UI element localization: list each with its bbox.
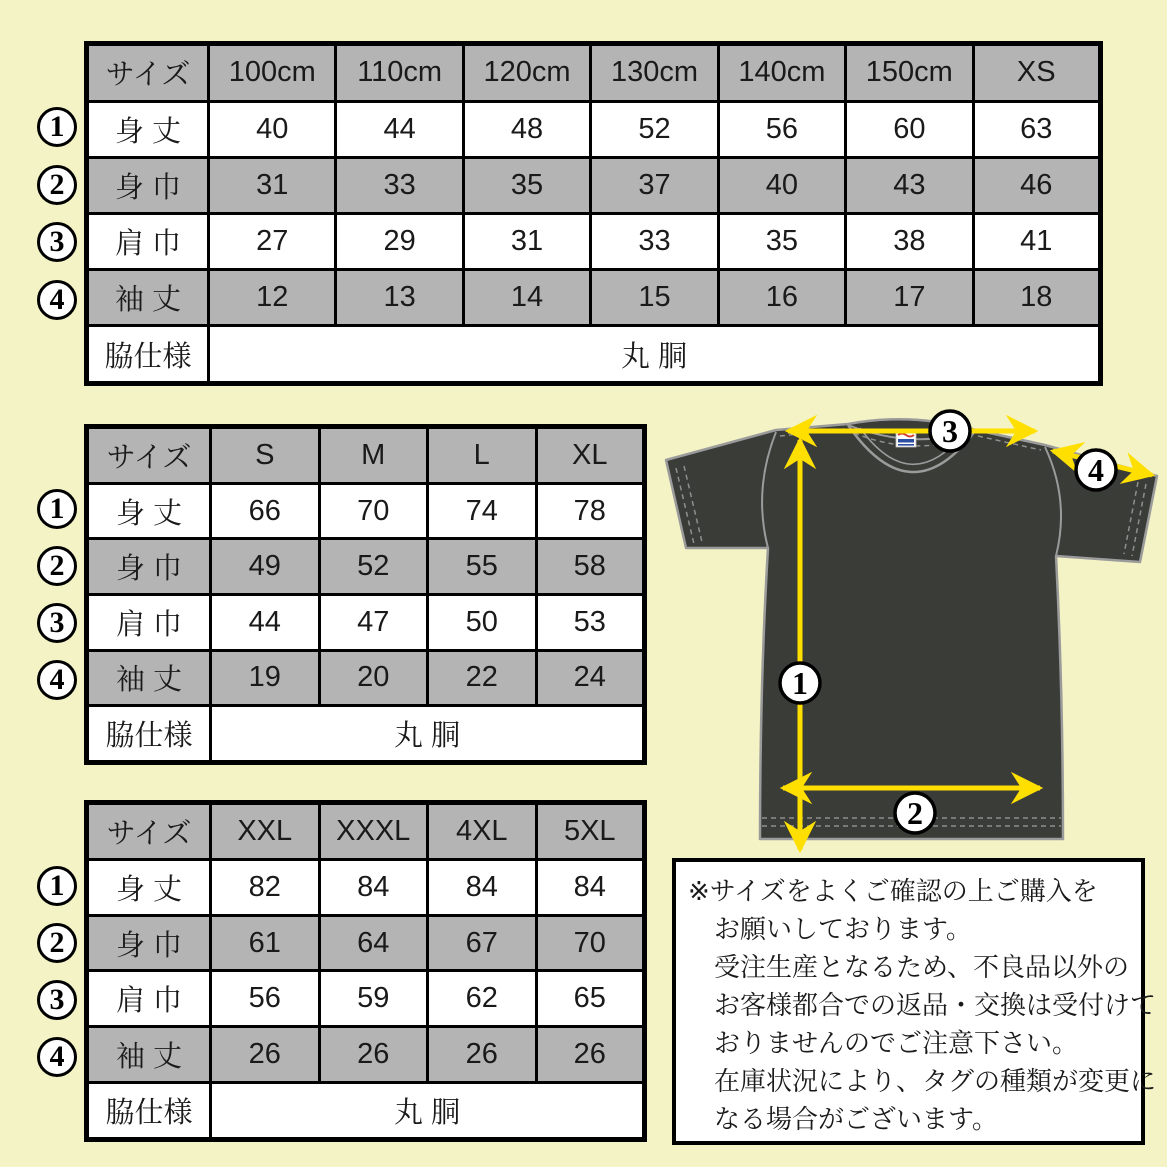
notice-box [672,858,1157,1145]
value-cell: 63 [973,101,1100,157]
value-cell: 46 [973,157,1100,213]
row-label-cell: 袖 丈 [87,1027,211,1083]
value-cell: 22 [428,650,537,706]
value-cell: 15 [591,270,718,326]
value-cell: 58 [536,539,645,595]
size-table-kids-sizes [84,41,1103,386]
large-sizes-table [84,800,647,1142]
value-cell: 50 [428,594,537,650]
notice-line: ※サイズをよくご確認の上ご購入を [688,876,1098,906]
value-cell: 29 [336,213,463,269]
value-cell: 26 [319,1027,428,1083]
measure-badge-2 [895,793,935,833]
size-header-cell: 100cm [209,44,336,102]
size-header-label: サイズ [87,44,209,102]
size-header-cell: XL [536,427,645,484]
value-cell: 41 [973,213,1100,269]
value-cell: 59 [319,971,428,1027]
value-cell: 13 [336,270,463,326]
size-header-cell: 120cm [463,44,590,102]
value-cell: 52 [319,539,428,595]
value-cell: 55 [428,539,537,595]
size-header-cell: XS [973,44,1100,102]
value-cell: 56 [211,971,320,1027]
value-cell: 31 [209,157,336,213]
value-cell: 47 [319,594,428,650]
value-cell: 62 [428,971,537,1027]
row-number-badge: 2 [37,165,77,205]
row-number-badge: 3 [37,603,77,643]
size-header-cell: 110cm [336,44,463,102]
footer-value-cell: 丸 胴 [211,706,645,763]
size-header-cell: 140cm [718,44,845,102]
value-cell: 26 [536,1027,645,1083]
size-header-cell: XXL [211,803,320,860]
value-cell: 16 [718,270,845,326]
size-header-cell: S [211,427,320,484]
row-number-badge: 2 [37,923,77,963]
value-cell: 84 [428,860,537,916]
row-label-cell: 肩 巾 [87,971,211,1027]
footer-value-cell: 丸 胴 [209,326,1101,384]
svg-text:4: 4 [1088,452,1104,488]
value-cell: 26 [428,1027,537,1083]
value-cell: 17 [846,270,973,326]
value-cell: 61 [211,915,320,971]
value-cell: 49 [211,539,320,595]
value-cell: 67 [428,915,537,971]
row-label-cell: 肩 巾 [87,213,209,269]
value-cell: 84 [536,860,645,916]
value-cell: 18 [973,270,1100,326]
svg-text:2: 2 [907,795,923,831]
value-cell: 35 [718,213,845,269]
size-header-label: サイズ [87,803,211,860]
size-header-label: サイズ [87,427,211,484]
row-number-badge: 4 [37,280,77,320]
row-number-badge: 2 [37,546,77,586]
notice-line: 在庫状況により、タグの種類が変更に [714,1066,1157,1096]
value-cell: 66 [211,483,320,539]
row-number-badge: 1 [37,489,77,529]
value-cell: 52 [591,101,718,157]
value-cell: 33 [591,213,718,269]
value-cell: 82 [211,860,320,916]
kids-sizes-table [84,41,1103,386]
value-cell: 44 [336,101,463,157]
value-cell: 74 [428,483,537,539]
size-header-cell: M [319,427,428,484]
row-number-badge: 3 [37,980,77,1020]
value-cell: 24 [536,650,645,706]
value-cell: 31 [463,213,590,269]
footer-label-cell: 脇仕様 [87,326,209,384]
footer-value-cell: 丸 胴 [211,1082,645,1139]
row-label-cell: 身 巾 [87,157,209,213]
size-table-large-sizes [84,800,647,1142]
measure-badge-4 [1076,450,1116,490]
row-label-cell: 袖 丈 [87,650,211,706]
row-number-badge: 3 [37,222,77,262]
value-cell: 44 [211,594,320,650]
value-cell: 20 [319,650,428,706]
value-cell: 12 [209,270,336,326]
row-label-cell: 身 巾 [87,915,211,971]
footer-label-cell: 脇仕様 [87,1082,211,1139]
value-cell: 37 [591,157,718,213]
row-number-badge: 1 [37,107,77,147]
notice-line: お願いしております。 [714,914,972,944]
size-table-adult-sizes [84,424,647,765]
row-label-cell: 身 丈 [87,101,209,157]
size-header-cell: L [428,427,537,484]
adult-sizes-table [84,424,647,765]
value-cell: 53 [536,594,645,650]
measure-badge-1 [780,663,820,703]
value-cell: 40 [209,101,336,157]
size-header-cell: 150cm [846,44,973,102]
tshirt-diagram [658,398,1167,868]
row-number-badge: 1 [37,866,77,906]
size-header-cell: 4XL [428,803,537,860]
size-header-cell: XXXL [319,803,428,860]
svg-text:3: 3 [942,413,958,449]
value-cell: 33 [336,157,463,213]
value-cell: 60 [846,101,973,157]
value-cell: 84 [319,860,428,916]
value-cell: 35 [463,157,590,213]
row-label-cell: 身 丈 [87,483,211,539]
notice-line: なる場合がございます。 [714,1104,998,1134]
row-label-cell: 袖 丈 [87,270,209,326]
row-label-cell: 身 丈 [87,860,211,916]
size-header-cell: 5XL [536,803,645,860]
value-cell: 64 [319,915,428,971]
value-cell: 43 [846,157,973,213]
value-cell: 56 [718,101,845,157]
footer-label-cell: 脇仕様 [87,706,211,763]
value-cell: 70 [536,915,645,971]
value-cell: 38 [846,213,973,269]
notice-line: おりませんのでご注意下さい。 [714,1028,1079,1058]
row-label-cell: 肩 巾 [87,594,211,650]
value-cell: 19 [211,650,320,706]
row-label-cell: 身 巾 [87,539,211,595]
notice-line: お客様都合での返品・交換は受付けて [714,990,1157,1020]
value-cell: 65 [536,971,645,1027]
notice-line: 受注生産となるため、不良品以外の [714,952,1129,982]
measure-badge-3 [930,411,970,451]
value-cell: 26 [211,1027,320,1083]
value-cell: 70 [319,483,428,539]
value-cell: 40 [718,157,845,213]
value-cell: 27 [209,213,336,269]
value-cell: 48 [463,101,590,157]
value-cell: 78 [536,483,645,539]
value-cell: 14 [463,270,590,326]
row-number-badge: 4 [37,1037,77,1077]
size-header-cell: 130cm [591,44,718,102]
svg-text:1: 1 [792,665,808,701]
row-number-badge: 4 [37,660,77,700]
